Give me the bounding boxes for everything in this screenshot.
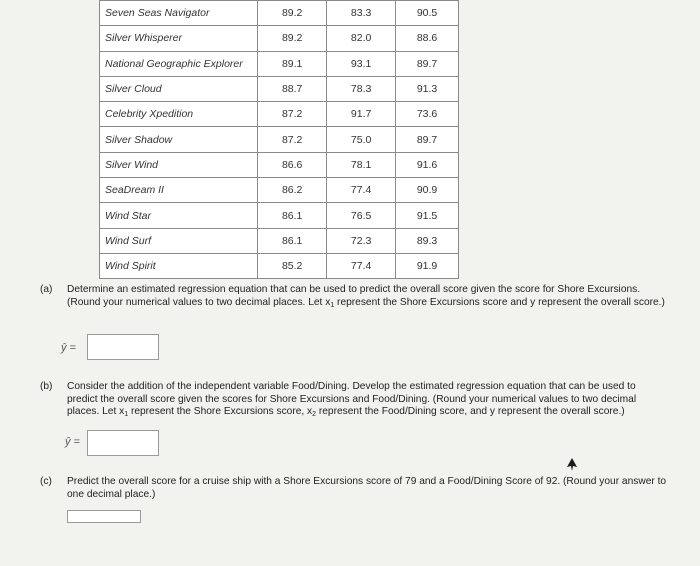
question-b xyxy=(40,381,662,422)
question-a-label: (a) xyxy=(40,284,53,295)
score-cell-3: 91.3 xyxy=(396,76,459,101)
score-cell-3: 88.6 xyxy=(396,26,459,51)
score-cell-3: 89.7 xyxy=(396,127,459,152)
score-cell-1: 85.2 xyxy=(258,253,327,278)
score-cell-3: 91.5 xyxy=(396,203,459,228)
score-cell-1: 87.2 xyxy=(258,102,327,127)
table-row xyxy=(100,26,459,51)
score-cell-2: 77.4 xyxy=(327,178,396,203)
score-cell-3: 89.3 xyxy=(396,228,459,253)
score-cell-1: 86.1 xyxy=(258,228,327,253)
score-cell-2: 78.1 xyxy=(327,152,396,177)
table-row xyxy=(100,102,459,127)
ship-name-cell: Silver Whisperer xyxy=(100,26,258,51)
question-a xyxy=(40,284,670,312)
ship-name-cell: Wind Spirit xyxy=(100,253,258,278)
score-cell-3: 89.7 xyxy=(396,51,459,76)
equation-a-label: ŷ = xyxy=(61,342,76,354)
score-cell-2: 75.0 xyxy=(327,127,396,152)
score-cell-3: 90.9 xyxy=(396,178,459,203)
score-cell-3: 73.6 xyxy=(396,102,459,127)
question-c-text: Predict the overall score for a cruise ship with a Shore Excursions score of 79 and a Food/Dining Score of 92. (Round your answer to one decimal place.) xyxy=(67,476,667,500)
score-cell-1: 87.2 xyxy=(258,127,327,152)
ship-name-cell: Wind Surf xyxy=(100,228,258,253)
score-cell-2: 83.3 xyxy=(327,1,396,26)
ship-name-cell: Wind Star xyxy=(100,203,258,228)
score-cell-2: 91.7 xyxy=(327,102,396,127)
score-cell-1: 89.1 xyxy=(258,51,327,76)
table-row xyxy=(100,127,459,152)
table-row xyxy=(100,253,459,278)
score-cell-1: 86.6 xyxy=(258,152,327,177)
table-row xyxy=(100,228,459,253)
ship-name-cell: Silver Cloud xyxy=(100,76,258,101)
table-row xyxy=(100,203,459,228)
question-b-label: (b) xyxy=(40,381,53,392)
table-row xyxy=(100,51,459,76)
score-cell-1: 89.2 xyxy=(258,26,327,51)
ship-name-cell: SeaDream II xyxy=(100,178,258,203)
ship-name-cell: National Geographic Explorer xyxy=(100,51,258,76)
question-c xyxy=(40,476,668,501)
table-row xyxy=(100,76,459,101)
table-row xyxy=(100,178,459,203)
score-cell-3: 91.6 xyxy=(396,152,459,177)
score-cell-2: 76.5 xyxy=(327,203,396,228)
score-cell-1: 86.2 xyxy=(258,178,327,203)
score-cell-2: 93.1 xyxy=(327,51,396,76)
score-cell-1: 88.7 xyxy=(258,76,327,101)
cruise-data-table xyxy=(99,0,459,279)
score-cell-3: 91.9 xyxy=(396,253,459,278)
table-row xyxy=(100,152,459,177)
question-b-text: Consider the addition of the independent variable Food/Dining. Develop the estimated regression equation that can be used to predict the overall score given the scores for Shore Excursions and Food/Dining. (Round your numerical values to two decimal places. Let $x_1$ represent the Shore Excursions score, $x_2$ represent the Food/Dining score, and y represent the overall score.) xyxy=(67,381,637,419)
answer-a-input[interactable] xyxy=(87,334,159,360)
question-a-text: Determine an estimated regression equation that can be used to predict the overall score given the score for Shore Excursions. (Round your numerical values to two decimal places. Let $x_1$ represent the Shore Excursions score and y represent the overall score.) xyxy=(67,284,665,309)
score-cell-1: 89.2 xyxy=(258,1,327,26)
score-cell-2: 72.3 xyxy=(327,228,396,253)
ship-name-cell: Silver Wind xyxy=(100,152,258,177)
table-row xyxy=(100,1,459,26)
score-cell-2: 82.0 xyxy=(327,26,396,51)
answer-c-input[interactable] xyxy=(67,510,141,523)
score-cell-3: 90.5 xyxy=(396,1,459,26)
score-cell-2: 78.3 xyxy=(327,76,396,101)
ship-name-cell: Seven Seas Navigator xyxy=(100,1,258,26)
score-cell-1: 86.1 xyxy=(258,203,327,228)
question-c-label: (c) xyxy=(40,476,52,487)
ship-name-cell: Celebrity Xpedition xyxy=(100,102,258,127)
ship-name-cell: Silver Shadow xyxy=(100,127,258,152)
equation-b-label: ŷ = xyxy=(65,436,80,448)
mouse-pointer-icon xyxy=(567,458,577,472)
answer-b-input[interactable] xyxy=(87,430,159,456)
score-cell-2: 77.4 xyxy=(327,253,396,278)
